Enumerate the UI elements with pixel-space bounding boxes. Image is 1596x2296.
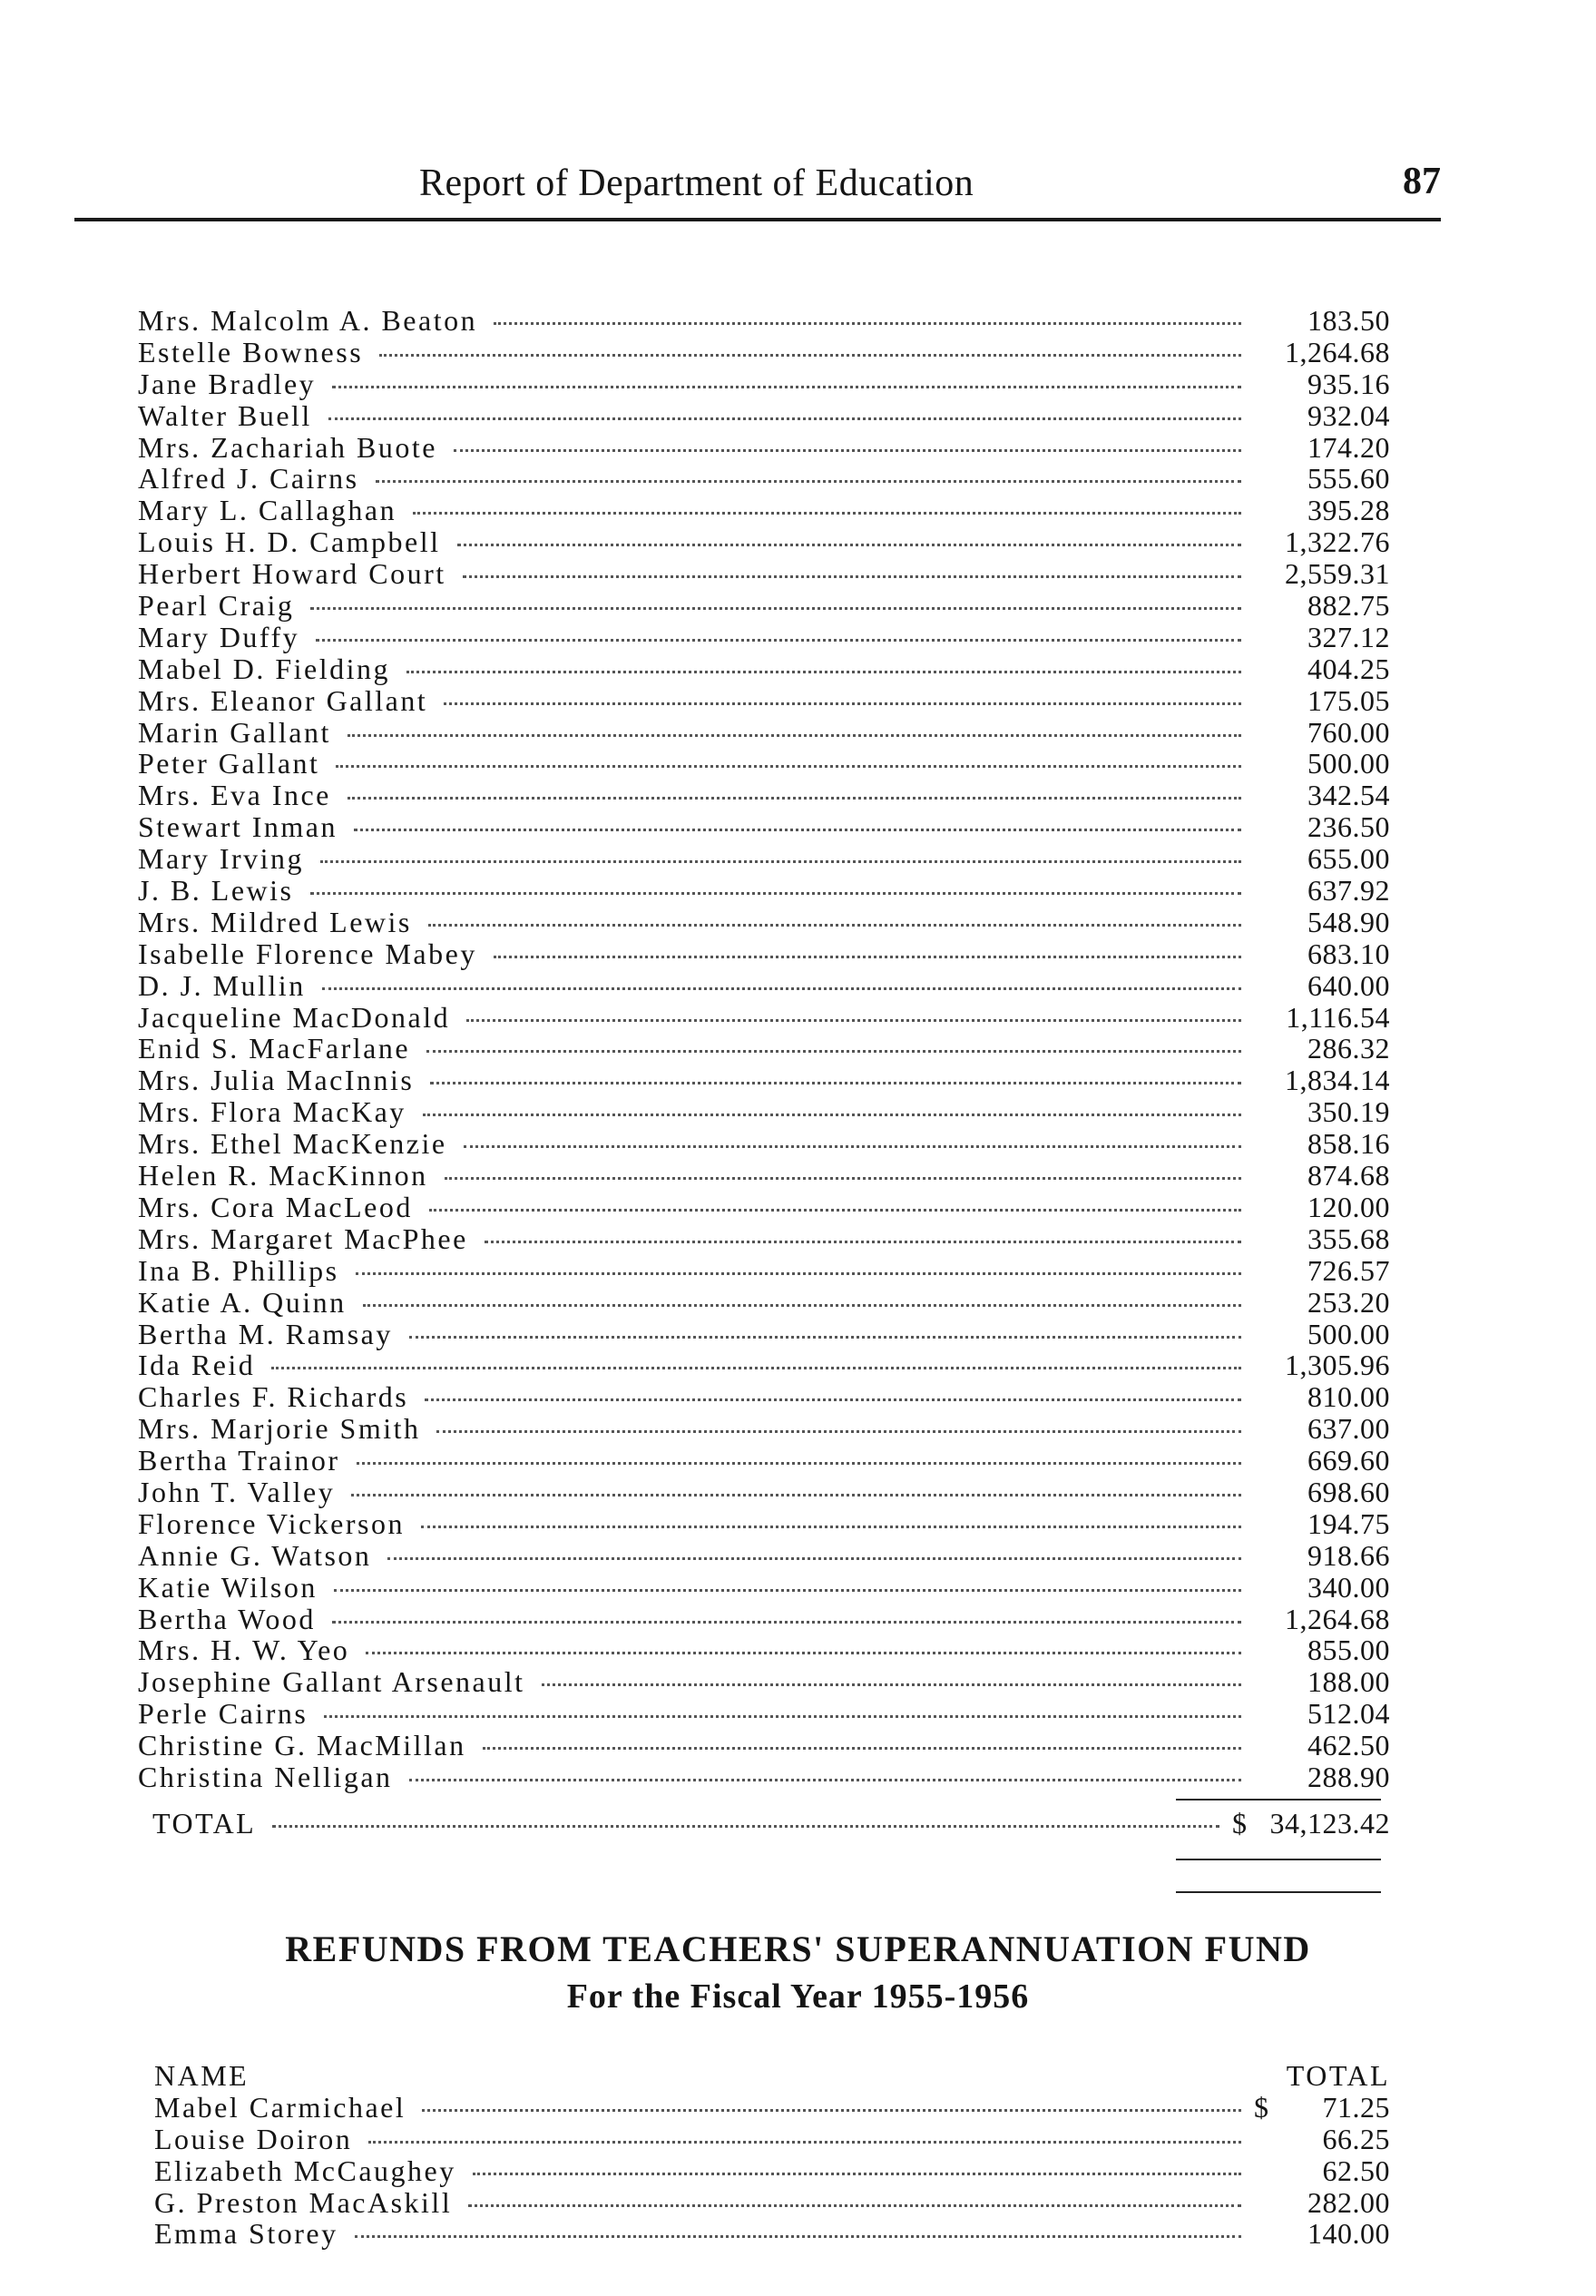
list-item (138, 1730, 1390, 1761)
list-item (138, 748, 1390, 780)
amount: 120.00 (1307, 1190, 1390, 1223)
amount: 874.68 (1307, 1159, 1390, 1192)
amount: 282.00 (1307, 2185, 1390, 2219)
payee-name: Katie Wilson (138, 1570, 318, 1604)
list-item (138, 1223, 1390, 1255)
list-item (138, 1698, 1390, 1730)
total-double-rule-top (1176, 1859, 1381, 1860)
list-item (138, 1255, 1390, 1287)
leader-dots (357, 1462, 1241, 1465)
leader-dots (324, 1715, 1241, 1718)
list-item (138, 1287, 1390, 1319)
payee-name: Alfred J. Cairns (138, 462, 359, 496)
payee-name: Mrs. Malcolm A. Beaton (138, 304, 478, 337)
amount: 637.00 (1307, 1412, 1390, 1446)
leader-dots (494, 956, 1241, 958)
payee-name: Bertha Wood (138, 1602, 316, 1635)
amount: 548.90 (1307, 905, 1390, 938)
list-item (138, 1096, 1390, 1128)
list-item (138, 305, 1390, 337)
leader-dots (436, 1430, 1241, 1433)
leader-dots (336, 765, 1241, 768)
subtotal-rule (1176, 1799, 1381, 1800)
payee-name: Josephine Gallant Arsenault (138, 1665, 525, 1699)
list-item (138, 938, 1390, 970)
total-amount: 34,123.42 (1269, 1807, 1390, 1840)
list-item (138, 495, 1390, 526)
amount: 1,305.96 (1285, 1349, 1390, 1382)
amount: 62.50 (1322, 2154, 1390, 2187)
leader-dots (366, 1652, 1241, 1654)
leader-dots (444, 702, 1241, 705)
leader-dots (316, 639, 1241, 642)
amount: 1,116.54 (1286, 1000, 1390, 1034)
leader-dots (445, 1177, 1241, 1180)
amount: 140.00 (1307, 2217, 1390, 2251)
amount: 698.60 (1307, 1475, 1390, 1508)
leader-dots (348, 797, 1241, 800)
payee-name: Mrs. Flora MacKay (138, 1095, 406, 1129)
list-item (154, 2218, 1390, 2250)
list-item (138, 1508, 1390, 1540)
amount: 288.90 (1307, 1760, 1390, 1793)
leader-dots (473, 2173, 1241, 2175)
payee-name: Mary Duffy (138, 620, 300, 653)
amount: 882.75 (1307, 589, 1390, 623)
amount: 655.00 (1307, 842, 1390, 876)
leader-dots (421, 1526, 1241, 1528)
amount: 935.16 (1307, 367, 1390, 400)
leader-dots (429, 1209, 1241, 1212)
amount: 1,264.68 (1285, 335, 1390, 368)
payee-name: Mrs. Ethel MacKenzie (138, 1127, 447, 1161)
leader-dots (457, 544, 1241, 546)
page-number: 87 (1403, 161, 1441, 202)
leader-dots (483, 1747, 1241, 1750)
payee-name: Annie G. Watson (138, 1538, 372, 1572)
amount: 404.25 (1307, 652, 1390, 685)
list-item (138, 1604, 1390, 1635)
amount: 918.66 (1307, 1538, 1390, 1572)
amount: 726.57 (1307, 1253, 1390, 1287)
payee-name: Florence Vickerson (138, 1506, 405, 1540)
list-item (138, 1160, 1390, 1192)
payee-name: Mrs. Mildred Lewis (138, 905, 412, 938)
payee-name: Bertha M. Ramsay (138, 1317, 393, 1350)
list-item (138, 1381, 1390, 1413)
refunds-list (154, 2060, 1390, 2250)
leader-dots (468, 2204, 1241, 2207)
list-item (138, 1477, 1390, 1508)
leader-dots (310, 892, 1242, 895)
payee-name: Isabelle Florence Mabey (138, 937, 477, 970)
payee-name: Elizabeth McCaughey (154, 2154, 456, 2187)
list-item (154, 2155, 1390, 2187)
amount: 810.00 (1307, 1380, 1390, 1414)
payee-name: Emma Storey (154, 2217, 338, 2251)
leader-dots (332, 1621, 1241, 1624)
leader-dots (354, 829, 1241, 831)
leader-dots (328, 417, 1241, 420)
payee-name: D. J. Mullin (138, 968, 306, 1002)
payee-name: Christine G. MacMillan (138, 1729, 466, 1762)
amount: 194.75 (1307, 1506, 1390, 1540)
amount: 858.16 (1307, 1127, 1390, 1161)
amount: 342.54 (1307, 779, 1390, 812)
payee-name: Mary L. Callaghan (138, 494, 397, 527)
payee-name: Mabel D. Fielding (138, 652, 391, 685)
payee-name: Herbert Howard Court (138, 557, 446, 591)
leader-dots (409, 1779, 1241, 1781)
payee-name: Enid S. MacFarlane (138, 1032, 411, 1065)
leader-dots (428, 924, 1241, 927)
amount: 500.00 (1307, 1317, 1390, 1350)
list-item (138, 1445, 1390, 1477)
payee-name: Walter Buell (138, 398, 312, 432)
page-title: Report of Department of Education (419, 162, 974, 204)
leader-dots (271, 1367, 1241, 1369)
list-item (138, 875, 1390, 907)
payee-name: Perle Cairns (138, 1697, 308, 1731)
leader-dots (379, 354, 1241, 357)
payee-name: Jane Bradley (138, 367, 317, 400)
payee-name: Peter Gallant (138, 747, 320, 780)
amount: 932.04 (1307, 398, 1390, 432)
payee-name: J. B. Lewis (138, 874, 294, 908)
leader-dots (430, 1082, 1241, 1084)
payee-name: Ida Reid (138, 1349, 256, 1382)
leader-dots (485, 1241, 1241, 1243)
amount: 512.04 (1307, 1697, 1390, 1731)
list-item (154, 2124, 1390, 2155)
list-item (138, 1666, 1390, 1698)
payee-name: Mrs. H. W. Yeo (138, 1634, 350, 1667)
payee-name: Mrs. Marjorie Smith (138, 1412, 421, 1446)
leader-dots (406, 671, 1241, 673)
amount: 2,559.31 (1285, 557, 1390, 591)
list-item (138, 368, 1390, 400)
leader-dots (422, 2109, 1241, 2112)
amount: 175.05 (1307, 683, 1390, 717)
leader-dots (413, 512, 1241, 515)
list-item (138, 590, 1390, 622)
list-item (138, 1319, 1390, 1350)
page-header (74, 154, 1441, 221)
list-item (138, 463, 1390, 495)
payee-name: Helen R. MacKinnon (138, 1159, 428, 1192)
payee-name: Christina Nelligan (138, 1760, 393, 1793)
list-item (138, 1413, 1390, 1445)
amount: 462.50 (1307, 1729, 1390, 1762)
list-item (138, 1572, 1390, 1604)
leader-dots (463, 575, 1241, 578)
leader-dots (387, 1557, 1241, 1560)
leader-dots (356, 1272, 1241, 1275)
list-item (154, 2187, 1390, 2219)
list-item (138, 1065, 1390, 1096)
list-item (138, 970, 1390, 1002)
list-item (138, 400, 1390, 432)
refunds-column-headers (154, 2060, 1390, 2092)
list-item (138, 337, 1390, 368)
leader-dots (310, 607, 1241, 610)
payee-name: Bertha Trainor (138, 1444, 340, 1477)
amount: 236.50 (1307, 810, 1390, 844)
leader-dots (351, 1494, 1241, 1496)
leader-dots (272, 1825, 1219, 1828)
amount: 555.60 (1307, 462, 1390, 496)
amount: 327.12 (1307, 620, 1390, 653)
leader-dots (320, 860, 1241, 863)
leader-dots (334, 1589, 1241, 1592)
amount: 395.28 (1307, 494, 1390, 527)
amount: 669.60 (1307, 1444, 1390, 1477)
amount: 855.00 (1307, 1634, 1390, 1667)
list-item (138, 1634, 1390, 1666)
payee-name: Louise Doiron (154, 2122, 353, 2155)
leader-dots (363, 1304, 1241, 1307)
payee-name: Mrs. Cora MacLeod (138, 1190, 413, 1223)
amount: 640.00 (1307, 968, 1390, 1002)
leader-dots (355, 2235, 1241, 2238)
payment-list (138, 305, 1390, 1793)
refunds-title: REFUNDS FROM TEACHERS' SUPERANNUATION FUND (285, 1928, 1311, 1969)
payee-name: Mrs. Julia MacInnis (138, 1064, 415, 1097)
list-item (138, 811, 1390, 843)
amount: 253.20 (1307, 1285, 1390, 1319)
payee-name: Katie A. Quinn (138, 1285, 347, 1319)
payee-name: Marin Gallant (138, 715, 331, 749)
payee-name: Charles F. Richards (138, 1380, 409, 1414)
list-item (138, 1540, 1390, 1572)
list-item (138, 843, 1390, 875)
list-item (138, 1761, 1390, 1793)
leader-dots (542, 1683, 1241, 1686)
amount: 340.00 (1307, 1570, 1390, 1604)
list-item (138, 717, 1390, 749)
payee-name: Ina B. Phillips (138, 1253, 339, 1287)
list-item (138, 622, 1390, 653)
leader-dots (348, 734, 1241, 737)
list-item (138, 432, 1390, 464)
amount: 350.19 (1307, 1095, 1390, 1129)
payee-name: Mary Irving (138, 842, 305, 876)
refunds-subtitle: For the Fiscal Year 1955-1956 (566, 1977, 1030, 2016)
payee-name: Mrs. Eleanor Gallant (138, 683, 428, 717)
amount: 1,264.68 (1285, 1602, 1390, 1635)
total-label: TOTAL (152, 1807, 257, 1840)
payee-name: Mrs. Eva Ince (138, 779, 331, 812)
amount: 1,834.14 (1285, 1064, 1390, 1097)
list-item (138, 558, 1390, 590)
list-item (138, 1349, 1390, 1381)
leader-dots (376, 480, 1241, 483)
leader-dots (466, 1019, 1241, 1022)
leader-dots (464, 1145, 1241, 1148)
payee-name: Louis H. D. Campbell (138, 525, 441, 559)
list-item (138, 653, 1390, 685)
leader-dots (425, 1398, 1241, 1401)
amount: 683.10 (1307, 937, 1390, 970)
amount: 760.00 (1307, 715, 1390, 749)
currency-sign: $ (1254, 2090, 1268, 2124)
leader-dots (426, 1050, 1241, 1053)
amount: 1,322.76 (1285, 525, 1390, 559)
amount: 183.50 (1307, 304, 1390, 337)
leader-dots (409, 1336, 1241, 1339)
list-item (138, 1033, 1390, 1065)
payee-name: Mabel Carmichael (154, 2090, 406, 2124)
total-column-header: TOTAL (1286, 2059, 1390, 2092)
list-item (138, 1128, 1390, 1160)
payee-name: John T. Valley (138, 1475, 336, 1508)
list-item (138, 780, 1390, 811)
payee-name: G. Preston MacAskill (154, 2185, 453, 2219)
amount: 286.32 (1307, 1032, 1390, 1065)
payee-name: Stewart Inman (138, 810, 338, 844)
leader-dots (454, 449, 1241, 452)
amount: 71.25 (1322, 2090, 1390, 2124)
amount: 66.25 (1322, 2122, 1390, 2155)
payee-name: Estelle Bowness (138, 335, 364, 368)
total-double-rule-bottom (1176, 1891, 1381, 1893)
leader-dots (368, 2141, 1241, 2144)
payee-name: Mrs. Margaret MacPhee (138, 1222, 468, 1255)
payee-name: Mrs. Zachariah Buote (138, 430, 437, 464)
list-item (138, 907, 1390, 938)
name-column-header: NAME (154, 2059, 250, 2092)
leader-dots (322, 987, 1241, 990)
total-currency: $ (1232, 1807, 1247, 1840)
list-item (138, 685, 1390, 717)
list-item (154, 2092, 1390, 2124)
amount: 188.00 (1307, 1665, 1390, 1699)
list-item (138, 1192, 1390, 1223)
amount: 637.92 (1307, 874, 1390, 908)
leader-dots (494, 322, 1241, 325)
amount: 174.20 (1307, 430, 1390, 464)
list-item (138, 1002, 1390, 1034)
amount: 355.68 (1307, 1222, 1390, 1255)
leader-dots (332, 386, 1241, 388)
amount: 500.00 (1307, 747, 1390, 780)
payee-name: Pearl Craig (138, 589, 295, 623)
list-item (138, 526, 1390, 558)
payee-name: Jacqueline MacDonald (138, 1000, 451, 1034)
leader-dots (423, 1114, 1241, 1116)
total-row (152, 1808, 1390, 1840)
